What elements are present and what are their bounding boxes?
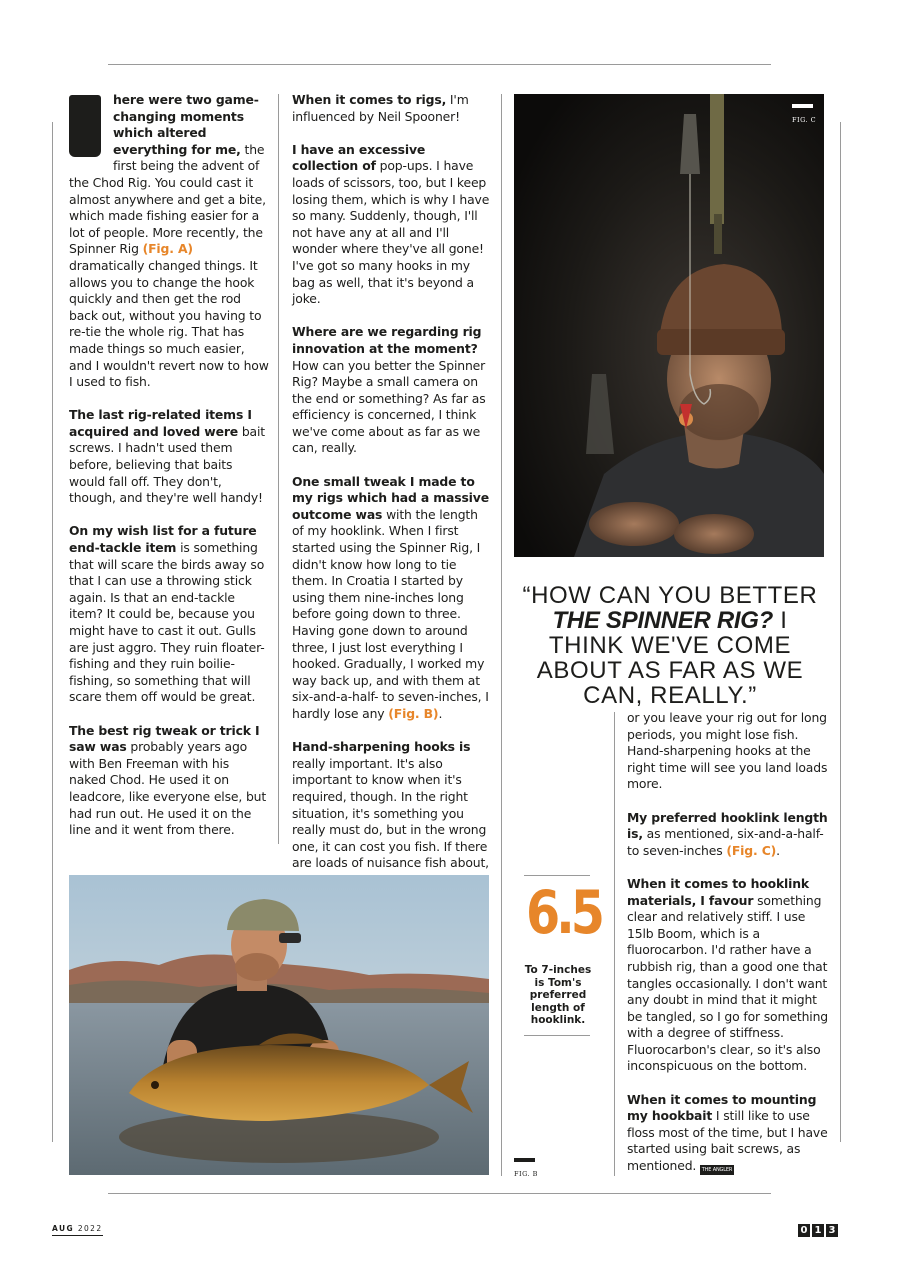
paragraph: here were two game-changing moments which altered everything for me, the first being the advent of the Chod Rig. You could cast it almost anywhere and get a bite, which made fishing easier for a lot of people. More recently, the Spinner Rig (Fig. A) dramatically changed things. It allows you to change the hook quickly and then get the rod back out, without you having to re-tie the whole rig. That has made things so much easier, and I wouldn't revert now to how I used to fish. (69, 92, 269, 390)
lead-in: I have an excessive collection of (292, 141, 426, 174)
lead-in: Where are we regarding rig innovation at the moment? (292, 324, 482, 356)
article-column-3 (627, 710, 831, 1192)
lead-in: Hand-sharpening hooks is (292, 739, 471, 755)
paragraph: I have an excessive collection of pop-ups. I have loads of scissors, too, but I keep losing them, which is why I have so many. Suddenly, though, I'll not have any at all and I'll wonder where they've all gone! I've got so many hooks in my bag as well, that it's beyond a joke. (292, 141, 490, 307)
paragraph: My preferred hooklink length is, as mentioned, six-and-a-half- to seven-inches (Fig. C). (627, 809, 828, 858)
column-divider-2 (501, 94, 502, 1176)
stat-caption: To 7-inches is Tom's preferred length of hooklink. (524, 964, 592, 1026)
paragraph: Hand-sharpening hooks is really important. It's also important to know when it's required, though. In the right situation, it's something you really must do, but in the wrong one, it can cost you fish. If there are loads of nuisance fish about, (292, 739, 489, 871)
photo-angler-carp-illustration (69, 875, 489, 1175)
page-number (798, 1224, 838, 1237)
stat-rule-bottom (524, 1035, 590, 1036)
stat-number: 6.5 (526, 878, 601, 948)
paragraph: When it comes to rigs, I'm influenced by Neil Spooner! (292, 92, 469, 124)
lead-in: When it comes to mounting my hookbait (627, 1091, 817, 1124)
paragraph: The best rig tweak or trick I saw was probably years ago with Ben Freeman with his naked Chod. He used it on leadcore, like everyone else, but had run out. He used it on the line and it went from there. (69, 722, 267, 838)
paragraph: Where are we regarding rig innovation at the moment? How can you better the Spinner Rig? Maybe a small camera on the end or something? As far as efficiency is concerned, I think we've come about as far as we can, really. (292, 324, 486, 456)
paragraph: On my wish list for a future end-tackle item is something that will scare the birds away so that I can use a throwing stick again. Is that an end-tackle item? It could be, because you might have to cast it out. Gulls are just aggro. They ruin floater-fishing and they ruin boilie-fishing, so something that will scare them off would be great. (69, 523, 265, 705)
article-column-1 (69, 92, 269, 855)
figure-reference: (Fig. C) (726, 842, 777, 858)
photo-angler-carp (69, 875, 489, 1175)
figure-reference: (Fig. A) (142, 241, 193, 257)
end-logo-icon: THE ANGLER (701, 1167, 733, 1174)
lead-in: My preferred hooklink length is, (627, 809, 828, 842)
lead-in: When it comes to hooklink materials, I favour (627, 875, 810, 908)
quote-emphasis: THE SPINNER RIG? (552, 607, 773, 634)
pull-quote: “HOW CAN YOU BETTER THE SPINNER RIG? I THINK WE'VE COME ABOUT AS FAR AS WE CAN, REALLY.” (522, 582, 818, 709)
lead-in: On my wish list for a future end-tackle item (69, 523, 257, 556)
column-divider-1 (278, 94, 279, 844)
drop-cap-t (69, 95, 101, 157)
page-digit: 3 (826, 1224, 838, 1237)
top-rule (108, 64, 771, 65)
paragraph: When it comes to mounting my hookbait I still like to use floss most of the time, but I have started using bait screws, as mentioned. THE ANGLER (627, 1091, 828, 1174)
column-divider-3 (614, 712, 615, 1176)
figure-reference: (Fig. B) (388, 705, 439, 721)
photo-angler-rig (514, 94, 824, 557)
lead-in: The last rig-related items I acquired and loved were (69, 407, 252, 439)
paragraph: When it comes to hooklink materials, I favour something clear and relatively stiff. I use 15lb Boom, which is a fluorocarbon. I'd rather have a rubbish rig, than a good one that tangles occasionally. I don't want any doubt in mind that it might be tangled, so I go for something with a degree of stiffness. Fluorocarbon's clear, so it's also inconspicuous on the bottom. (627, 875, 828, 1074)
photo-angler-rig-illustration (514, 94, 824, 557)
lead-in: here were two game-changing moments which altered everything for me, (113, 92, 259, 157)
page-digit: 1 (812, 1224, 824, 1237)
page-digit: 0 (798, 1224, 810, 1237)
figure-label-b: FIG. B (514, 1170, 538, 1178)
lead-in: One small tweak I made to my rigs which had a massive outcome was (292, 473, 489, 522)
bottom-rule (108, 1193, 771, 1194)
issue-date: AUG 2022 (52, 1224, 103, 1236)
figure-label-c: FIG. C (792, 116, 817, 124)
paragraph: One small tweak I made to my rigs which had a massive outcome was with the length of my hooklink. When I first started using the Spinner Rig, I didn't know how long to tie them. In Croatia I started by using them nine-inches long before going down to three. Having gone down to around three, I just lost everything I hooked. Gradually, I worked my way back up, and with them at six-and-a-half- to seven-inches, I hardly lose any (Fig. B). (292, 473, 489, 721)
lead-in: The best rig tweak or trick I saw was (69, 722, 260, 755)
paragraph: or you leave your rig out for long periods, you might lose fish. Hand-sharpening hooks at the right time will see you land loads more. (627, 710, 828, 792)
figure-b-bar (514, 1158, 535, 1162)
article-column-2 (292, 92, 491, 889)
stat-rule-top (524, 875, 590, 876)
paragraph: The last rig-related items I acquired and loved were bait screws. I hadn't used them before, believing that baits would fall off. They don't, though, and they're well handy! (69, 407, 265, 506)
right-margin-line (840, 122, 841, 1142)
lead-in: When it comes to rigs, (292, 92, 447, 107)
left-margin-line (52, 122, 53, 1142)
